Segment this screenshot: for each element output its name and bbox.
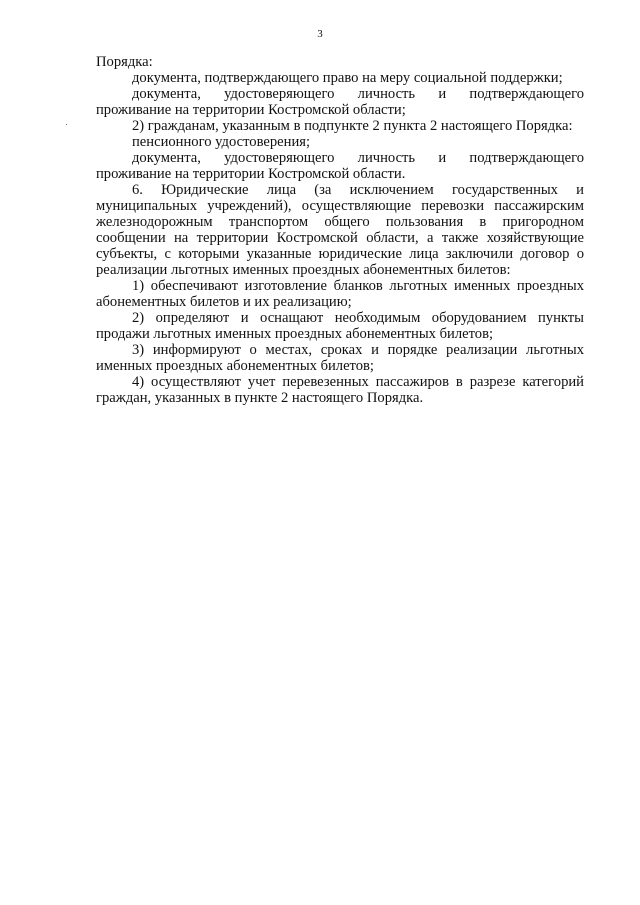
- paragraph-subitem: 2) гражданам, указанным в подпункте 2 пункта 2 настоящего Порядка:: [132, 118, 573, 134]
- scan-speck: [66, 124, 67, 125]
- paragraph-heading-continuation: Порядка:: [96, 54, 153, 70]
- paragraph-section-6: 6. Юридические лица (за исключением государственных и муниципальных учреждений), осуществляющие перевозки пассажирским железнодорожным транспортом общего пользования в пригородном сообщении на территории Костромской области, а также хозяйствующие субъекты, с которыми указанные юридические лица заключили договор о реализации льготных именных проездных абонементных билетов:: [96, 182, 584, 278]
- paragraph-list-item: документа, удостоверяющего личность и подтверждающего проживание на территории Костромской области;: [96, 86, 584, 118]
- page-number: 3: [317, 28, 323, 40]
- paragraph-list-item: пенсионного удостоверения;: [132, 134, 311, 150]
- document-body: [96, 54, 584, 406]
- paragraph-subitem: 1) обеспечивают изготовление бланков льготных именных проездных абонементных билетов и их реализацию;: [96, 278, 584, 310]
- paragraph-subitem: 3) информируют о местах, сроках и порядке реализации льготных именных проездных абонементных билетов;: [96, 342, 584, 374]
- paragraph-subitem: 2) определяют и оснащают необходимым оборудованием пункты продажи льготных именных проездных абонементных билетов;: [96, 310, 584, 342]
- paragraph-list-item: документа, удостоверяющего личность и подтверждающего проживание на территории Костромской области.: [96, 150, 584, 182]
- paragraph-list-item: документа, подтверждающего право на меру социальной поддержки;: [132, 70, 563, 86]
- paragraph-subitem: 4) осуществляют учет перевезенных пассажиров в разрезе категорий граждан, указанных в пункте 2 настоящего Порядка.: [96, 374, 584, 406]
